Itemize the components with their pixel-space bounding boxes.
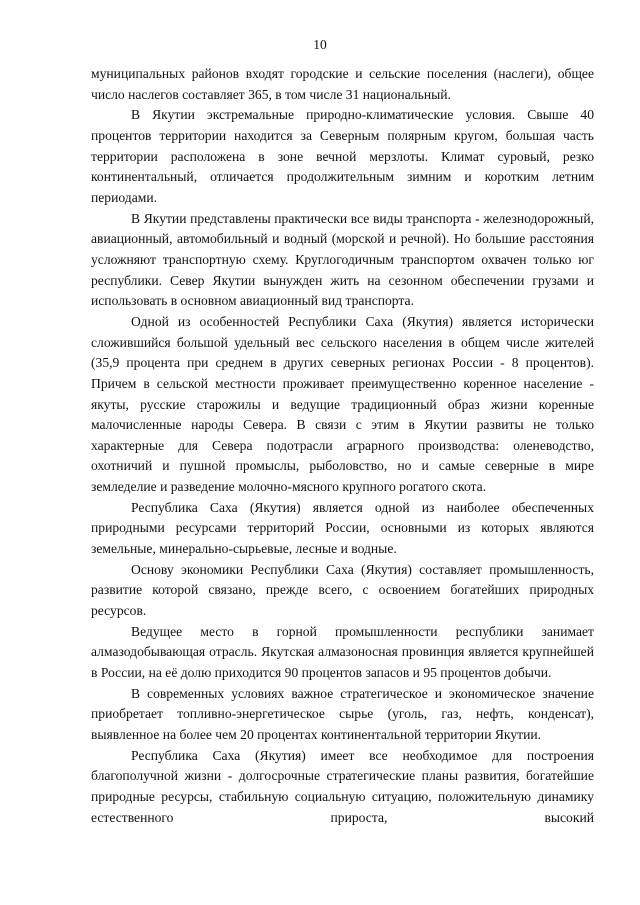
paragraph-prosperity: Республика Саха (Якутия) имеет все необходимое для построения благополучной жизни - долгосрочные стратегические планы развития, богатейшие природные ресурсы, стабильную социальную ситуацию, положительную динамику естественного прироста, высокий (91, 747, 594, 825)
paragraph-municipal-settlements: муниципальных районов входят городские и сельские поселения (наслеги), общее число наслегов составляет 365, в том числе 31 национальный. (91, 66, 594, 102)
paragraph-rural-population: Одной из особенностей Республики Саха (Якутия) является исторически сложившийся большой удельный вес сельского населения в общем числе жителей (35,9 процента при среднем в других северных регионах России - 8 процентов). Причем в сельской местности проживает преимущественно коренное население - якуты, русские старожилы и ведущие традиционный образ жизни коренные малочисленные народы Севера. В связи с этим в Якутии развиты не только характерные для Севера подотрасли аграрного производства: оленеводство, охотничий и пушной промыслы, рыболовство, но и самые северные в мире земледелие и разведение молочно-мясного крупного рогатого скота. (91, 313, 594, 495)
paragraph-climate: В Якутии экстремальные природно-климатические условия. Свыше 40 процентов территории находится за Северным полярным кругом, большая часть территории расположена в зоне вечной мерзлоты. Климат суровый, резко континентальный, отличается продолжительным зимним и коротким летним периодами. (91, 107, 594, 205)
paragraph-diamond-mining: Ведущее место в горной промышленности республики занимает алмазодобывающая отрасль. Якутская алмазоносная провинция является крупнейшей в России, на её долю приходится 90 процентов запасов и 95 процентов добычи. (91, 623, 594, 681)
paragraph-fuel-energy: В современных условиях важное стратегическое и экономическое значение приобретает топливно-энергетическое сырье (уголь, газ, нефть, конденсат), выявленное на более чем 20 процентах континентальной территории Якутии. (91, 685, 594, 742)
document-body (91, 64, 594, 828)
paragraph-transport: В Якутии представлены практически все виды транспорта - железнодорожный, авиационный, автомобильный и водный (морской и речной). Но большие расстояния усложняют транспортную схему. Круглогодичным транспортом охвачен только юг республики. Север Якутии вынужден жить на сезонном обеспечении грузами и использовать в основном авиационный вид транспорта. (91, 210, 594, 309)
page-number: 10 (313, 37, 327, 52)
paragraph-natural-resources: Республика Саха (Якутия) является одной из наиболее обеспеченных природными ресурсами территорий России, основными из которых являются земельные, минерально-сырьевые, лесные и водные. (91, 499, 594, 557)
paragraph-economy-basis: Основу экономики Республики Саха (Якутия) составляет промышленность, развитие которой связано, прежде всего, с освоением богатейших природных ресурсов. (91, 561, 594, 619)
